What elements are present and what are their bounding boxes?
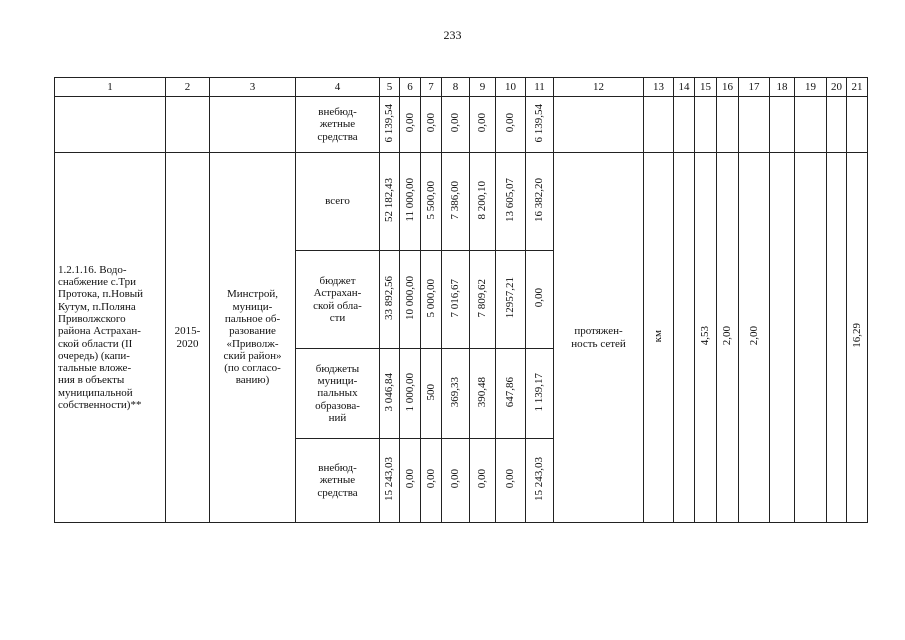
value-cell: 6 139,54	[526, 97, 554, 153]
value-cell: 7 386,00	[442, 153, 470, 251]
column-header: 19	[795, 78, 827, 97]
empty-cell	[695, 97, 717, 153]
column-header: 7	[421, 78, 442, 97]
column-header: 20	[827, 78, 847, 97]
funding-source: бюджет Астрахан- ской обла- сти	[296, 251, 380, 349]
indicator-value: 16,29	[847, 153, 868, 523]
funding-source: всего	[296, 153, 380, 251]
column-header: 17	[739, 78, 770, 97]
indicator-value	[674, 153, 695, 523]
column-header: 15	[695, 78, 717, 97]
empty-cell	[717, 97, 739, 153]
funding-source: бюджеты муници- пальных образова- ний	[296, 349, 380, 439]
column-header: 16	[717, 78, 739, 97]
value-cell: 647,86	[496, 349, 526, 439]
value-cell: 3 046,84	[380, 349, 400, 439]
indicator-name: протяжен- ность сетей	[554, 153, 644, 523]
empty-cell	[847, 97, 868, 153]
value-cell: 0,00	[496, 439, 526, 523]
column-header: 5	[380, 78, 400, 97]
value-cell: 7 016,67	[442, 251, 470, 349]
value-cell: 16 382,20	[526, 153, 554, 251]
measure-period: 2015- 2020	[166, 153, 210, 523]
carryover-row	[55, 97, 868, 153]
empty-cell	[827, 97, 847, 153]
value-cell: 15 243,03	[380, 439, 400, 523]
column-header: 3	[210, 78, 296, 97]
empty-cell	[674, 97, 695, 153]
value-cell: 1 139,17	[526, 349, 554, 439]
measure-executor: Минстрой, муници- пальное об- разование «Приволж- ский район» (по согласо- ванию)	[210, 153, 296, 523]
value-cell: 369,33	[442, 349, 470, 439]
indicator-value: 2,00	[739, 153, 770, 523]
value-cell: 13 605,07	[496, 153, 526, 251]
value-cell: 0,00	[442, 97, 470, 153]
empty-cell	[210, 97, 296, 153]
value-cell: 0,00	[470, 97, 496, 153]
funding-source: внебюд- жетные средства	[296, 439, 380, 523]
value-cell: 5 000,00	[421, 251, 442, 349]
column-header: 1	[55, 78, 166, 97]
value-cell: 0,00	[400, 439, 421, 523]
value-cell: 0,00	[526, 251, 554, 349]
indicator-unit: км	[644, 153, 674, 523]
value-cell: 1 000,00	[400, 349, 421, 439]
value-cell: 15 243,03	[526, 439, 554, 523]
indicator-value	[795, 153, 827, 523]
value-cell: 10 000,00	[400, 251, 421, 349]
value-cell: 12957,21	[496, 251, 526, 349]
value-cell: 33 892,56	[380, 251, 400, 349]
empty-cell	[770, 97, 795, 153]
column-header: 12	[554, 78, 644, 97]
value-cell: 6 139,54	[380, 97, 400, 153]
value-cell: 5 500,00	[421, 153, 442, 251]
indicator-value	[770, 153, 795, 523]
value-cell: 8 200,10	[470, 153, 496, 251]
funding-source: внебюд- жетные средства	[296, 97, 380, 153]
empty-cell	[795, 97, 827, 153]
value-cell: 0,00	[421, 439, 442, 523]
value-cell: 0,00	[496, 97, 526, 153]
page-number: 233	[443, 28, 462, 42]
column-header: 21	[847, 78, 868, 97]
table-row	[55, 153, 868, 251]
empty-cell	[739, 97, 770, 153]
column-header: 13	[644, 78, 674, 97]
value-cell: 7 809,62	[470, 251, 496, 349]
indicator-value	[827, 153, 847, 523]
value-cell: 0,00	[421, 97, 442, 153]
column-header: 6	[400, 78, 421, 97]
value-cell: 52 182,43	[380, 153, 400, 251]
column-number-row	[55, 78, 868, 97]
empty-cell	[644, 97, 674, 153]
value-cell: 0,00	[470, 439, 496, 523]
column-header: 4	[296, 78, 380, 97]
indicator-value: 2,00	[717, 153, 739, 523]
program-table	[54, 77, 868, 523]
empty-cell	[166, 97, 210, 153]
column-header: 18	[770, 78, 795, 97]
value-cell: 500	[421, 349, 442, 439]
column-header: 2	[166, 78, 210, 97]
column-header: 14	[674, 78, 695, 97]
value-cell: 390,48	[470, 349, 496, 439]
measure-name: 1.2.1.16. Водо- снабжение с.Три Протока, п.Новый Кутум, п.Поляна Приволжского района Астрахан- ской области (II очередь) (капи- тальные вложе- ния в объекты муниципальной собственности)**	[55, 153, 166, 523]
column-header: 8	[442, 78, 470, 97]
value-cell: 11 000,00	[400, 153, 421, 251]
value-cell: 0,00	[442, 439, 470, 523]
column-header: 10	[496, 78, 526, 97]
column-header: 11	[526, 78, 554, 97]
value-cell: 0,00	[400, 97, 421, 153]
column-header: 9	[470, 78, 496, 97]
empty-cell	[554, 97, 644, 153]
indicator-value: 4,53	[695, 153, 717, 523]
empty-cell	[55, 97, 166, 153]
